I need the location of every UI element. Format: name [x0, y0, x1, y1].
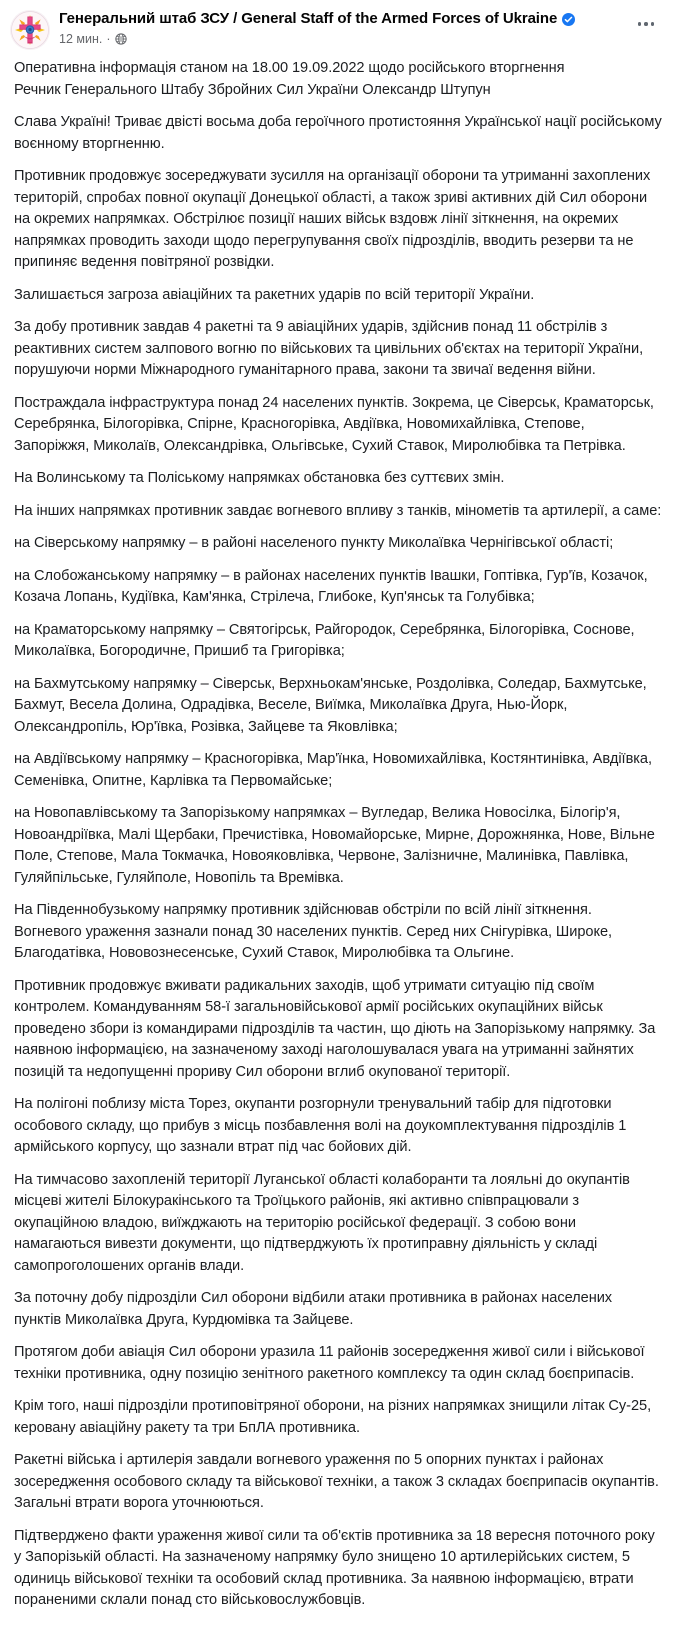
- post-paragraph: За поточну добу підрозділи Сил оборони відбили атаки противника в районах населених пунктів Миколаївка Друга, Курдюмівка та Зайцеве.: [14, 1290, 613, 1328]
- post-paragraph: Крім того, наші підрозділи протиповітряної оборони, на різних напрямках знищили літак Су-25, керовану авіаційну ракету та три БпЛА противника.: [14, 1398, 652, 1436]
- verified-badge-icon: [562, 13, 575, 26]
- post-body: [0, 54, 675, 1629]
- post-paragraph: За добу противник завдав 4 ракетні та 9 авіаційних ударів, здійснив понад 11 обстрілів з реактивних систем залпового вогню по військових та цивільних об'єктах на території України, порушуючи норми Міжнародного гуманітарного права, закони та звичаї ведення війни.: [14, 319, 644, 378]
- post-meta: [59, 31, 663, 47]
- post-paragraph: Підтверджено факти ураження живої сили та об'єктів противника за 18 вересня поточного року у Запорізькій області. На зазначеному напрямку було знищено 10 артилерійських систем, 5 одиниць військової техніки та особовий склад противника. За наявною інформацією, втрати пораненими склали понад сто військовослужбовців.: [14, 1527, 655, 1608]
- post-paragraph: на Сіверському напрямку – в районі населеного пункту Миколаївка Чернігівської області;: [14, 535, 614, 551]
- more-options-icon: [638, 22, 655, 26]
- avatar[interactable]: [10, 10, 50, 50]
- post-paragraph: На Волинському та Поліському напрямках обстановка без суттєвих змін.: [14, 470, 505, 486]
- post-header: [0, 0, 675, 54]
- post-paragraph: На інших напрямках противник завдає вогневого впливу з танків, мінометів та артилерії, а саме:: [14, 502, 662, 519]
- post-paragraph: Противник продовжує вживати радикальних заходів, щоб утримати ситуацію під своїм контролем. Командуванням 58-ї загальновійськової армії російських окупаційних військ проведено збори із командирами підрозділів та частин, що діють на Запорізькому напрямку. За наявною інформацією, на зазначеному заході наголошувалася увага на утриманні зайнятих позицій та недопущенні прориву Сил оборони вглиб окупованої території.: [14, 977, 656, 1080]
- meta-separator: ·: [106, 32, 111, 46]
- post-paragraph: На полігоні поблизу міста Торез, окупанти розгорнули тренувальний табір для підготовки особового складу, що прибув з місць позбавлення волі на доукомплектування підрозділів 1 армійського корпусу, що зазнали втрат під час бойових дій.: [14, 1096, 627, 1155]
- post-paragraph: Протягом доби авіація Сил оборони уразила 11 районів зосередження живої сили і військової техніки противника, одну позицію зенітного ракетного комплексу та один склад боєприпасів.: [14, 1344, 645, 1382]
- post-paragraph: Речник Генерального Штабу Збройних Сил України Олександр Штупун: [14, 81, 491, 98]
- name-row: [59, 10, 663, 28]
- post-paragraph: на Краматорському напрямку – Святогірськ, Райгородок, Серебрянка, Білогорівка, Соснове, Миколаївка, Богородичне, Пришиб та Григорівка;: [14, 621, 635, 659]
- post-paragraph: Оперативна інформація станом на 18.00 19.09.2022 щодо російського вторгнення: [14, 60, 565, 76]
- post-paragraph: на Авдіївському напрямку – Красногорівка, Мар'їнка, Новомихайлівка, Костянтинівка, Авдіївка, Семенівка, Опитне, Карлівка та Первомайське;: [14, 751, 652, 789]
- page-name[interactable]: Генеральний штаб ЗСУ / General Staff of the Armed Forces of Ukraine: [59, 10, 558, 27]
- post-timestamp[interactable]: 12 мин.: [59, 32, 103, 46]
- post-paragraph: На тимчасово захопленій території Луганської області колаборанти та лояльні до окупантів місцеві жителі Білокуракінського та Троїцького районів, які активно співпрацювали з окупаційною владою, виїжджають на територію російської федерації. З собою вони намагаються вивезти документи, що підтверджують їх протиправну діяльність у складі самопроголошених органів влади.: [14, 1171, 630, 1274]
- post-paragraph: на Новопавлівському та Запорізькому напрямках – Вугледар, Велика Новосілка, Білогір'я, Новоандріївка, Малі Щербаки, Пречистівка, Новомайорське, Мирне, Дорожнянка, Нове, Вільне Поле, Степове, Мала Токмачка, Новояковлівка, Червоне, Залізничне, Малинівка, Павлівка, Гуляйпільське, Гуляйполе, Новопіль та Времівка.: [14, 805, 655, 886]
- post-paragraph: Ракетні війська і артилерія завдали вогневого ураження по 5 опорних пунктах і районах зосередження особового складу та військової техніки, а також 3 складах боєприпасів окупантів. Загальні втрати ворога уточнюються.: [14, 1452, 659, 1511]
- post-paragraph: На Південнобузькому напрямку противник здійснював обстріли по всій лінії зіткнення. Вогневого ураження зазнали понад 30 населених пунктів. Серед них Снігурівка, Широке, Благодатівка, Нововознесенське, Сухий Ставок, Миролюбівка та Ольгине.: [14, 902, 613, 961]
- globe-icon[interactable]: [115, 33, 127, 45]
- post-paragraph: на Бахмутському напрямку – Сіверськ, Верхньокам'янське, Роздолівка, Соледар, Бахмутське, Бахмут, Весела Долина, Одрадівка, Веселе, Виїмка, Миколаївка Друга, Нью-Йорк, Олександропіль, Юр'ївка, Розівка, Зайцеве та Яковлівка;: [14, 675, 647, 735]
- more-options-button[interactable]: [631, 14, 661, 34]
- header-text-block: [59, 9, 663, 47]
- post-paragraph: на Слобожанському напрямку – в районах населених пунктів Івашки, Гоптівка, Гур'їв, Козачок, Козача Лопань, Кудіївка, Кам'янка, Стрілеча, Глибоке, Куп'янськ та Голубівка;: [14, 567, 648, 605]
- post-paragraph: Слава Україні! Триває двісті восьма доба героїчного протистояння Української нації російському воєнному вторгненню.: [14, 114, 662, 152]
- post-paragraph: Противник продовжує зосереджувати зусилля на організації оборони та утриманні захоплених територій, спробах повної окупації Донецької області, а також зриві активних дій Сил оборони на окремих напрямках. Обстрілює позиції наших військ вздовж лінії зіткнення, на окремих напрямках проводить заходи щодо перегрупування своїх підрозділів, вводить резерви та не припиняє ведення повітряної розвідки.: [14, 168, 651, 270]
- avatar-emblem-icon: [10, 10, 50, 50]
- post-paragraph: Постраждала інфраструктура понад 24 населених пунктів. Зокрема, це Сіверськ, Краматорськ, Серебрянка, Білогорівка, Спірне, Красногорівка, Авдіївка, Новомихайлівка, Степове, Запоріжжя, Миколаїв, Олександрівка, Ольгівське, Сухий Ставок, Миролюбівка та Петрівка.: [14, 394, 654, 454]
- post-paragraph: Залишається загроза авіаційних та ракетних ударів по всій території України.: [14, 286, 535, 303]
